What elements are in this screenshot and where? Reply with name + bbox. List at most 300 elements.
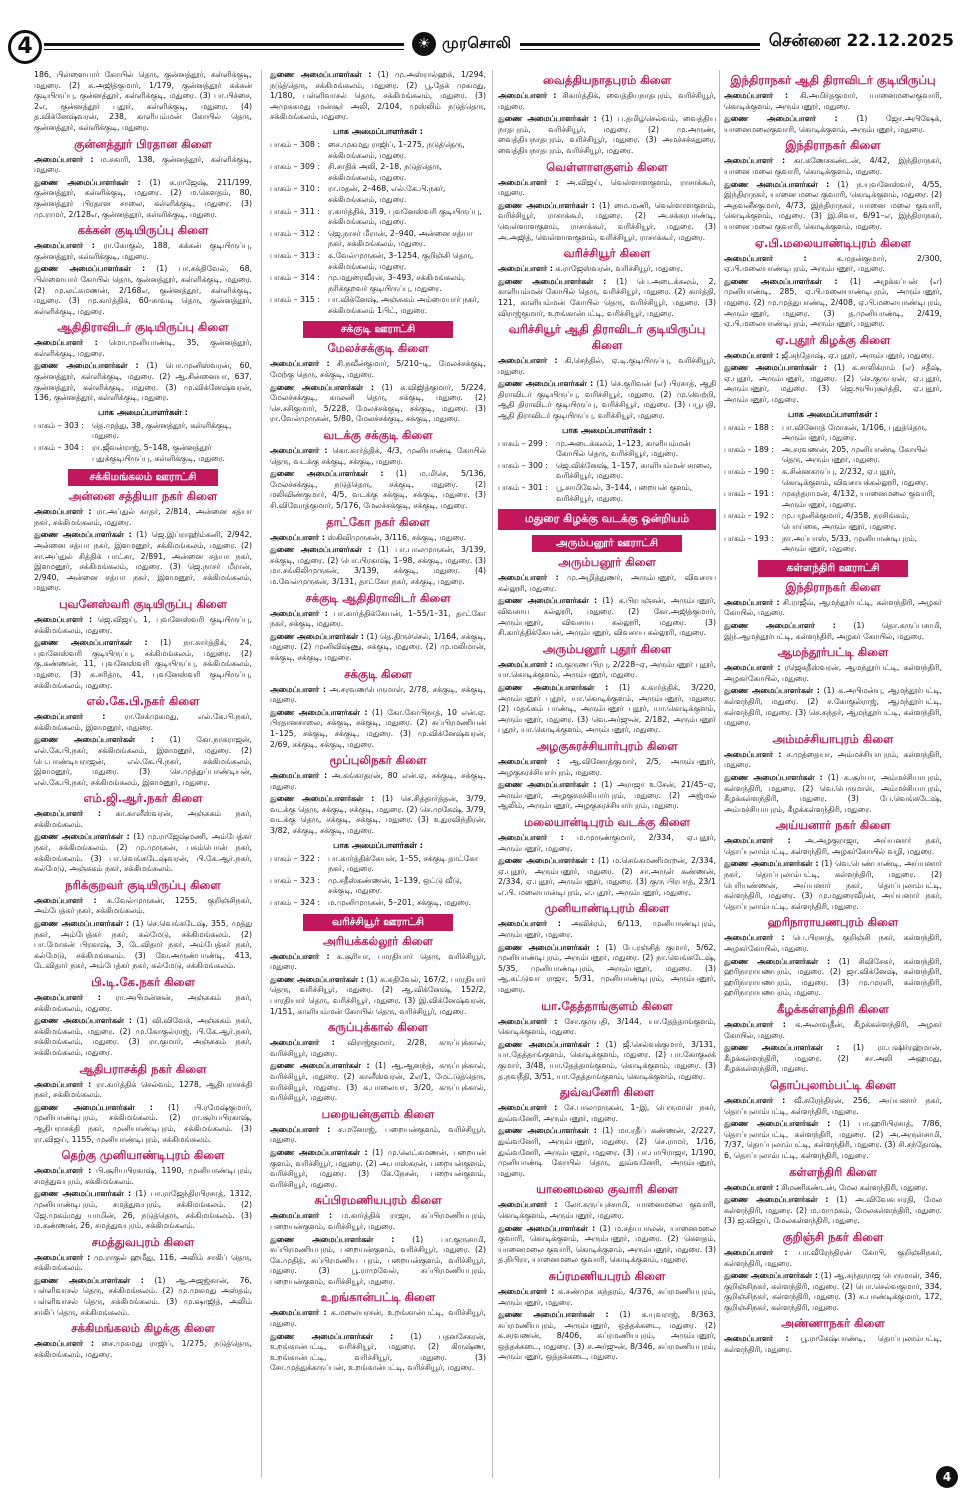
role-label: துணை அமைப்பாளர்கள் : bbox=[498, 379, 594, 389]
organiser-entry bbox=[498, 91, 716, 112]
role-label: அமைப்பாளர் : bbox=[34, 338, 98, 348]
organiser-details: சே.பாலமுருகன், 1–இ, பெருமாள் நகர், துவ்வனேரி, அரும்பனூர், மதுரை. bbox=[498, 1103, 716, 1123]
booth-number: பாகம் – 315 : bbox=[270, 295, 320, 305]
organiser-entry bbox=[34, 155, 252, 176]
sun-rising-logo-icon: ☀ bbox=[412, 32, 436, 56]
booth-address: க.வேல்முருகன், 3–1254, குறிஞ்சி தெரு, சக்கிமங்கலம், மதுரை. bbox=[328, 250, 474, 271]
column-divider bbox=[492, 70, 493, 1478]
organiser-details: கி.செந்தில், ஏ.டி.குடியிருப்பு, வரிச்சியூர், மதுரை. bbox=[498, 356, 716, 376]
organiser-entry bbox=[498, 856, 716, 898]
role-label: அமைப்பாளர் : bbox=[34, 1079, 92, 1089]
organiser-details: (1) மு.அஸ்ரால்ஹக், 1/294, நடுத்தெரு, சக்கிமங்கலம், மதுரை. (2) பூ.தேக் முகமது, 1/180, பள்ளிவாசல் தெரு, சக்கிமங்கலம், மதுரை. (3) அமுசுகமது மன்சூர் அலி, 2/104, முஸ்லிம் நடுத்தெரு, சக்கிமங்கலம், மதுரை. bbox=[270, 70, 486, 122]
role-label: துணை அமைப்பாளர்கள் : bbox=[498, 1223, 596, 1233]
role-label: துணை அமைப்பாளர்கள் : bbox=[34, 361, 139, 371]
role-label: துணை அமைப்பாளர்கள் : bbox=[34, 832, 130, 842]
role-label: அமைப்பாளர் : bbox=[270, 1038, 335, 1048]
role-label: துணை அமைப்பாளர்கள் : bbox=[498, 114, 597, 124]
organiser-entry bbox=[724, 621, 942, 642]
booth-number: பாகம் – 311 : bbox=[270, 206, 320, 216]
branch-title: ஆதிதிராவிடர் குடியிருப்பு கிளை bbox=[57, 320, 229, 335]
branch-title: ஆதிபராசக்தி நகர் கிளை bbox=[79, 1061, 207, 1076]
organiser-details: ரஜெகதீஸ்வரன், ஆமந்தூர்பட்டி, கள்ளந்திரி, அழகர்கோயில், மதுரை. bbox=[724, 663, 943, 683]
role-label: அமைப்பாளர் : bbox=[34, 1252, 91, 1262]
organiser-details: கொ.கார்த்திக், 4/3, முனியாண்டி கோயில் தெரு, வடக்கு சக்குடி, சக்குடி, மதுரை. bbox=[270, 446, 486, 466]
branch-title: குறிஞ்சி நகர் கிளை bbox=[782, 1229, 884, 1244]
role-label: அமைப்பாளர் : bbox=[724, 836, 791, 846]
role-label: துணை அமைப்பாளர்கள் : bbox=[724, 363, 827, 373]
branch-title: சுப்பிரமணியபுரம் கிளை bbox=[314, 1193, 442, 1208]
column-divider bbox=[261, 70, 262, 1478]
organiser-details: (1) ஜோ.அபிஷேக், யானைமலைகுவாரி, கொடிக்குளம், அரும்பனூர், மதுரை. bbox=[724, 114, 942, 134]
organiser-details: (1) வி.விவேக், அஞ்சுகம் நகர், சக்கிமங்கலம், மதுரை. (2) மு.கோகுல்ராஜ், பி.கே.ஆர்.நகர், சக்கிமங்கலம், மதுரை. (3) ரா.குமார், அஞ்சுகம் நகர், சக்கிமங்கலம், மதுரை. bbox=[34, 1016, 252, 1057]
role-label: அமைப்பாளர் : bbox=[270, 1124, 331, 1134]
organiser-details: ஸ்கிவிமுருகன், 3/116, சக்குடி, மதுரை. bbox=[324, 532, 467, 542]
booth-entry bbox=[724, 534, 942, 555]
organiser-details: ச.முத்தையா, அம்மச்சியாபுரம், கள்ளந்திரி, மதுரை. bbox=[724, 749, 942, 770]
organiser-details: ஜெ.விஜய், 1, புவனேஸ்வரி குடியிருப்பு, சக்கிமங்கலம், மதுரை. bbox=[34, 614, 252, 635]
organiser-details: மு.ராகுல் ஹமீது, 116, அலிம் சாகிப் தெரு, சக்கிமங்கலம். bbox=[34, 1252, 252, 1273]
role-label: அமைப்பாளர் : bbox=[270, 532, 325, 542]
organiser-details: (1) க.சூர்யா, அம்மச்சியாபுரம், கள்ளந்திரி, மதுரை. (2) வெ.பெருமாள், அம்மச்சியாபுரம், கீழக்கள்ளந்திரி, மதுரை. (3) பே.வெங்கடேஷ், அம்மச்சியாபுரம், கீழக்கள்ளந்திரி, மதுரை. bbox=[724, 772, 942, 814]
booth-number: பாகம் – 190 : bbox=[724, 467, 774, 477]
booth-entry bbox=[270, 251, 486, 272]
organiser-entry bbox=[724, 363, 942, 405]
organiser-details: கி.அமிர்தகுமார், யானைமலைகுவாரி, கொடிக்குளம், அரும்பனூர், மதுரை. bbox=[724, 91, 943, 111]
booth-number: பாகம் – 324 : bbox=[270, 898, 320, 908]
role-label: அமைப்பாளர் : bbox=[498, 573, 559, 583]
organiser-entry bbox=[724, 686, 942, 728]
organiser-entry bbox=[270, 952, 486, 973]
organiser-details: (1) க.சாலிக்ராம் (எ) சதீஷ், ஏ.புதூர், அரும்பனூர், மதுரை. (2) செ.குருபரன், ஏ.புதூர், அரும்பனூர், மதுரை. (3) ஜெ.ரூபியுசூர்த்தி, ஏ.புதூர், அரும்பனூர், மதுரை. bbox=[724, 363, 942, 405]
organiser-entry bbox=[724, 1271, 942, 1313]
organiser-entry bbox=[270, 446, 486, 467]
organiser-details: லோ.கருப்புச்சாமி, யானைமலை குவாரி, கொடிக்குளம், அரும்பனூர், மதுரை. bbox=[498, 1200, 716, 1220]
branch-title: அரும்பனூர் புதூர் கிளை bbox=[542, 641, 672, 656]
role-label: துணை அமைப்பாளர்கள் : bbox=[270, 1331, 394, 1341]
booth-address: ஜெ.விக்னேஷ், 1–157, காளியம்மன் சாலை, வரிச்சியூர், மதுரை. bbox=[556, 460, 713, 481]
organiser-entry bbox=[724, 1195, 942, 1227]
role-label: அமைப்பாளர் : bbox=[724, 749, 782, 759]
role-label: அமைப்பாளர் : bbox=[498, 264, 553, 274]
role-label: துணை அமைப்பாளர் : bbox=[724, 620, 836, 630]
organiser-details: மொ.முனியாண்டி, 35, குன்னத்தூர், கள்ளிக்குடி, மதுரை. bbox=[34, 338, 252, 358]
branch-title: யா.தேத்தாங்குளம் கிளை bbox=[541, 998, 673, 1013]
organiser-entry bbox=[270, 771, 486, 792]
organiser-details: (1) செ.குரிவன் (எ) பிரசாத், ஆதி திராவிடர் குடியிருப்பு, வரிச்சியூர், மதுரை. (2) மு.வெற்றி, ஆதி திராவிடர் குடியிருப்பு, வரிச்சியூர், மதுரை. (3) பபூபதி, ஆதி திராவிடர் குடியிருப்பு, வரிச்சியூர், மதுரை. bbox=[498, 379, 717, 421]
organiser-entry bbox=[498, 683, 716, 736]
role-label: அமைப்பாளர் : bbox=[270, 684, 327, 694]
branch-title: சக்குடி கிளை bbox=[344, 666, 412, 681]
branch-title: வைத்தியநாதபுரம் கிளை bbox=[543, 73, 671, 87]
booth-entry bbox=[34, 443, 252, 464]
branch-title: எல்.கே.பி.நகர் கிளை bbox=[86, 694, 200, 709]
booth-entry bbox=[270, 140, 486, 161]
organiser-entry bbox=[498, 833, 716, 854]
organiser-entry bbox=[724, 156, 942, 177]
column-1 bbox=[30, 70, 256, 1478]
booth-entry bbox=[270, 898, 486, 909]
organiser-details: (1) கோ.கோபிநாத், 10 என்.ஏ. பிரதானசாலை, சக்குடி, சக்குடி, மதுரை. (2) சுப்பிரமணியன் 1–125, சக்குடி, சக்குடி, மதுரை. (3) மு.விக்னேஷ்வரன், 2/69, சக்குடி, சக்குடி, மதுரை. bbox=[270, 707, 486, 749]
branch-title: இந்திராநகர் கிளை bbox=[785, 138, 881, 153]
branch-title: ஹரிநாராயணபுரம் கிளை bbox=[767, 915, 899, 930]
organiser-entry bbox=[34, 1276, 252, 1318]
branch-title: தொப்புலாம்பட்டி கிளை bbox=[770, 1077, 896, 1092]
role-label: துணை அமைப்பாளர்கள் : bbox=[34, 735, 154, 745]
role-label: அமைப்பாளர் : bbox=[34, 614, 93, 624]
organiser-details: க.மலையரசன், உறங்கான்பட்டி, வரிச்சியூர், மதுரை. bbox=[270, 1308, 486, 1329]
branch-title: யானைமலை குவாரி கிளை bbox=[536, 1182, 678, 1197]
booth-entry bbox=[270, 229, 486, 250]
organiser-details: (1) தெ.திருச்செல், 1/164, சக்குடி, மதுரை. (2) முனிவிஷ்ணு, சக்குடி, மதுரை. (2) மு.மலிமான், சக்குடி, சக்குடி, மதுரை. bbox=[270, 631, 487, 662]
booth-entry bbox=[270, 273, 486, 294]
organiser-entry bbox=[498, 660, 716, 681]
organiser-details: (1) அ.விவேகபாரதி, மேல கள்ளந்திரி, மதுரை. (2) ம.மாமுகம், மேலகள்ளந்திரி, மதுரை. (3) ஜ.விஜய், மேலகள்ளந்திரி, மதுரை. bbox=[724, 1195, 943, 1226]
booth-entry bbox=[724, 423, 942, 444]
organiser-details: வீ.சுரேந்திரன், 256, அய்யனார் நகர், தொப்புலாம்பட்டி, கள்ளந்திரி, மதுரை. bbox=[724, 1095, 943, 1116]
booth-number: பாகம் – 188 : bbox=[724, 422, 774, 432]
role-label: அமைப்பாளர் : bbox=[34, 241, 95, 251]
organiser-entry bbox=[34, 70, 252, 134]
role-label: அமைப்பாளர் : bbox=[498, 832, 564, 842]
organiser-details: (1) ம.சத்யபாலன், யானைமலை குவாரி, கொடிக்குளம், அரும்பனூர், மதுரை. (2) கௌதம், யானைமலை குவாரி, கொடிக்குளம், அரும்பனூர், மதுரை. (3) த.நிபிரா, யானைமலை குவாரி, கொடிக்குளம், மதுரை. bbox=[498, 1223, 716, 1265]
organiser-details: ஜீ.சந்தோஷ், ஏ.புதூர், அரும்பனூர், மதுரை. bbox=[778, 350, 935, 360]
booth-number: பாகம் – 191 : bbox=[724, 489, 774, 499]
organiser-entry bbox=[270, 1332, 486, 1374]
organiser-details: ம.சகாரி, 138, குன்னத்தூர், கள்ளிக்குடி, மதுரை. bbox=[34, 154, 253, 175]
organiser-details: (1) ப.தமிழ்செல்வம், வைத்திய நாதபுரம், வரிச்சியூர், மதுரை. (2) மு.அருண், வைத்தியநாதபுரம், வரிச்சியூர், மதுரை. (3) அமச்சச்சுதுரை, வைத்தியநாதபுரம், வரிச்சியூர், மதுரை. bbox=[498, 114, 716, 155]
organiser-details: (1) க.அபிமன்யு, ஆமந்தூர்பட்டி, கள்ளந்திரி, மதுரை. (2) ச.கோகுல்ராஜ், ஆமந்தூர்பட்டி, கள்ளந்திரி, மதுரை. (3) செ.சுந்தர், ஆமந்தூர்பட்டி, கள்ளந்திரி, மதுரை. bbox=[724, 686, 942, 728]
booth-address: பா.வினோத் மோகன், 1/106, புதுத்தெரு, அரும்பனூர், மதுரை. bbox=[782, 422, 928, 443]
role-label: அமைப்பாளர் : bbox=[724, 350, 779, 360]
booth-address: ரா.மதன், 2–468, எல்.கே.பி.நகர், சக்கிமங்கலம், மதுரை. bbox=[328, 184, 446, 204]
branch-title: சக்கிமங்கலம் கிழக்கு கிளை bbox=[71, 1321, 215, 1336]
organiser-details: (1) பா.சக்திவேல், 68, பிள்ளையார் கோயில் தெரு, குன்னத்தூர், கள்ளிக்குடி, மதுரை. (2) மு.லட்சுமணன், 2/168எ, குன்னத்தூர், கள்ளிக்குடி, மதுரை. (3) மு.கார்த்திக், 60-சாவடி தெரு, குன்னத்தூர், கள்ளிக்குடி, மதுரை. bbox=[34, 264, 253, 316]
organiser-details: (1) சிவிசேகர், கள்ளந்திரி, ஹரிநாராயணபுரம், மதுரை. (2) ஜா.விக்னேஷ், கள்ளந்திரி, ஹரிநாராயணபுரம், மதுரை. (3) மு.முரளி, கள்ளந்திரி, ஹரிநாராயணபுரம், மதுரை. bbox=[724, 956, 943, 998]
organiser-entry bbox=[724, 91, 942, 112]
branch-title: இந்திராநகர் ஆதி திராவிடர் குடியிருப்பு bbox=[730, 73, 936, 87]
branch-title: இந்திராநகர் கிளை bbox=[785, 579, 881, 594]
booth-entry bbox=[724, 511, 942, 532]
organiser-details: (1) அராஜா உசேன், 21/45–ஏ, அரும்பனூர், அழகுசுரச்சியார்புரம், மதுரை. (2) அஜ்மல் ஆலிம், அரும்பனூர், அழகுசுரச்சியார்புரம், மதுரை. bbox=[498, 780, 717, 811]
organiser-entry bbox=[270, 1061, 486, 1103]
branch-title: அரும்பனூர் கிளை bbox=[558, 555, 656, 570]
branch-title: துவ்வனேரி கிளை bbox=[559, 1085, 655, 1100]
city-date bbox=[769, 31, 954, 53]
role-label: அமைப்பாளர் : bbox=[270, 608, 328, 618]
organiser-details: பூ.ராகேஷ்பாண்டி, தொப்புலாம்பட்டி, கள்ளந்திரி, மதுரை. bbox=[724, 1334, 942, 1355]
organiser-entry bbox=[724, 1020, 942, 1041]
organiser-entry bbox=[724, 1248, 942, 1269]
role-label: துணை அமைப்பாளர்கள் : bbox=[270, 469, 384, 479]
booth-number: பாகம் – 310 : bbox=[270, 184, 320, 194]
booth-address: ஜெ.நாசர் மீரான், 2–940, அன்னை சத்யா நகர், சக்கிமங்கலம், மதுரை. bbox=[328, 228, 473, 249]
organiser-entry bbox=[724, 1183, 942, 1194]
booth-address: பா.கார்த்திக்கேயன், 1–55, சக்குடி தாட்கோ நகர், மதுரை. bbox=[328, 853, 479, 874]
footer-page-number: 4 bbox=[936, 1466, 958, 1488]
role-label: அமைப்பாளர் : bbox=[724, 1182, 779, 1192]
booth-entry bbox=[270, 162, 486, 183]
role-label: அமைப்பாளர் : bbox=[724, 1095, 786, 1105]
role-label: துணை அமைப்பாளர்கள் : bbox=[270, 382, 375, 392]
column-4 bbox=[720, 70, 946, 1478]
organiser-details: (1) பா.ஹரிபிரசாத், 7/86, தொப்புலாம்பட்டி, கள்ளந்திரி, மதுரை. (2) அ.அருள்சாமி, 7/37, தொப்புலாம்பட்டி, கள்ளந்திரி, மதுரை. (3) சி.சந்தோஷ், 6, தொப்புலாம்பட்டி, கள்ளந்திரி, மதுரை. bbox=[724, 1119, 943, 1160]
branch-title: கீழக்கள்ளந்திரி கிளை bbox=[777, 1002, 889, 1016]
organiser-entry bbox=[498, 1017, 716, 1038]
organiser-details: (1) ம.செங்கமணிமாறன், 2/334, ஏ.புதூர், அரும்பனூர், மதுரை. (2) சா.அருள் கண்ணன், 2/334, ஏ.புதூர், அரும்பனூர், மதுரை. (3) குரு பிரபாத், 23/1 எ.பி. மலையான்டிபுரம், எ.புதூர், அரும்பனூர், மதுரை. bbox=[498, 856, 716, 897]
booth-entry bbox=[498, 439, 716, 460]
organiser-details: (1) க.விஜித்குமார், 5/224, மேலச்சக்குடி, காலனி தெரு, சக்குடி, மதுரை. (2) செ.சசிகுமார், 5/228, மேலச்சக்குடி, சக்குடி, மதுரை. (3) ரா.வேல்முருகன், 5/80, மேலச்சக்குடி, சக்குடி, மதுரை. bbox=[270, 382, 486, 424]
booth-number: பாகம் – 304 : bbox=[34, 443, 84, 453]
organiser-entry bbox=[34, 896, 252, 917]
organiser-details: (1) செ.சித்தார்த்தன், 3/79, வடக்கு தெரு, சக்குடி, சக்குடி, மதுரை. (2) செ.முகேஷ், 3/79, வடக்கு தெரு, சக்குடி, சக்குடி, மதுரை. (3) உதுரவிந்திரன், 3/82, சக்குடி, சக்குடி, மதுரை. bbox=[270, 794, 486, 836]
role-label: துணை அமைப்பாளர்கள் : bbox=[34, 530, 132, 540]
booth-address: சை.முகமது ராஜிப், 1–275, நடுத்தெரு, சக்கிமங்கலம், மதுரை. bbox=[328, 139, 465, 160]
branch-title: கள்ளந்திரி கிளை bbox=[789, 1164, 877, 1179]
booth-entry bbox=[724, 445, 942, 466]
booth-address: நா.அப்பாஸ், 5/33, முனியாண்டிபுரம், அரும்பனூர், மதுரை. bbox=[782, 533, 918, 554]
panchayat-banner: வரிச்சியூர் ஊராட்சி bbox=[303, 914, 453, 931]
booth-number: பாகம் – 300 : bbox=[498, 460, 548, 470]
organiser-entry bbox=[270, 794, 486, 836]
organiser-entry bbox=[34, 919, 252, 972]
organiser-details: ரா.சேக்முகமது, எல்.கே.பி.நகர், சக்கிமங்கலம், இளமனூர், மதுரை. bbox=[34, 712, 252, 732]
booth-entry bbox=[498, 461, 716, 482]
organiser-entry bbox=[270, 545, 486, 587]
organiser-entry bbox=[724, 277, 942, 330]
organiser-entry bbox=[498, 356, 716, 377]
booth-address: ர.கார்த்திக், 319, புவனேஸ்வரி குடியிருப்பு, சக்கிமங்கலம், மதுரை. bbox=[328, 206, 482, 227]
role-label: அமைப்பாளர் : bbox=[270, 771, 328, 781]
organiser-details: (1) ந.யுவனேஸ்வர், 4/55, இந்திராநகர், யானை மலை குவாரி, கொடிக்குளம், மதுரை. (2) அதவனீசகுமார், 4/73, இந்திராநகர், யானை மலை குவாரி, கொடிக்குளம், மதுரை. (3) இ.சிவா, 6/91–எ, இந்திராநகர், யானை மலை குவாரி, கொடிக்குளம், மதுரை. bbox=[724, 179, 942, 231]
role-label: அமைப்பாளர் : bbox=[498, 659, 553, 669]
organiser-entry bbox=[34, 1080, 252, 1101]
branch-title: நரிக்குறவர் குடியிருப்பு கிளை bbox=[65, 877, 221, 892]
organiser-entry bbox=[270, 1125, 486, 1146]
organiser-details: ரா.கார்த்திக் செல்வம், 1278, ஆதிபராசக்தி நகர், சக்கிமங்கலம். bbox=[34, 1079, 253, 1100]
role-label: துணை அமைப்பாளர்கள் : bbox=[724, 1043, 840, 1053]
branch-title: அண்ணாநகர் கிளை bbox=[781, 1316, 885, 1331]
booth-number: பாகம் – 314 : bbox=[270, 273, 320, 283]
organiser-details: க.சூரியா, பாரதியார் தெரு, வரிச்சியூர், மதுரை. bbox=[270, 951, 487, 972]
booth-number: பாகம் – 193 : bbox=[724, 533, 774, 543]
role-label: அமைப்பாளர் : bbox=[34, 154, 94, 164]
organiser-details: க.சண்முக சுந்தரம், 4/376, சுப்ரமணியபுரம், அரும்பனூர், மதுரை. bbox=[498, 1286, 716, 1307]
organiser-entry bbox=[724, 750, 942, 771]
organiser-details: (1) ம.மிசெ, 5/136, மேலச்சக்குடி, நடுத்தெரு, சக்குடி, மதுரை. (2) மலிவிண்குமார், 4/5, வடக்கு சக்குடி, சக்குடி, மதுரை. (3) சி.விவோத்குமார், 5/176, மேலச்சக்குடி, சக்குடி, மதுரை. bbox=[270, 469, 486, 510]
organiser-details: (1) பெ.அடைக்கலம், 2, காளியம்மன் கோயில் தெரு, வரிச்சியூர், மதுரை. (2) கார்த்தி, 121, காளியம்மன் கோயில் தெரு, வரிச்சியூர், மதுரை. (3) விராஜ்குமார், உறங்கான்பட்டி, வரிச்சியூர், மதுரை. bbox=[498, 276, 717, 318]
role-label: அமைப்பாளர் : bbox=[34, 993, 101, 1002]
organiser-entry bbox=[498, 780, 716, 812]
organiser-entry bbox=[498, 1040, 716, 1082]
role-label: துணை அமைப்பாளர்கள் : bbox=[270, 631, 364, 641]
role-label: துணை அமைப்பாளர்கள் : bbox=[724, 1119, 831, 1129]
role-label: துணை அமைப்பாளர்கள் : bbox=[724, 859, 819, 869]
booth-address: மு.மதுரைவீரன், 3–493, சக்கிமங்கலம், நரிக்குறவர் குடியிருப்பு, மதுரை. bbox=[328, 273, 466, 293]
organiser-details: (1) க.கார்த்திக், 3/220, அரும்பனூர் புதூர், யா.கொடிக்குளம், அரும்பனூர், மதுரை. (2) மதங்கம் பாண்டி, அரும்பனூர் புதூர், யா.கொடிக்குளம், அரும்பனூர், மதுரை. (3) வெ.அர்ஜுன், 2/182, அரும்பனூர் புதூர், யா.கொடிக்குளம், அரும்பனூர், மதுரை. bbox=[498, 682, 717, 735]
role-label: துணை அமைப்பாளர்கள் : bbox=[34, 264, 146, 274]
role-label: துணை அமைப்பாளர்கள் : bbox=[724, 772, 823, 782]
branch-title: வரிச்சியூர் கிளை bbox=[563, 246, 651, 261]
organiser-entry bbox=[270, 975, 486, 1017]
organiser-entry bbox=[270, 359, 486, 380]
role-label: துணை அமைப்பாளர்கள் : bbox=[270, 1234, 395, 1244]
role-label: துணை அமைப்பாளர்கள் : bbox=[34, 919, 130, 929]
branch-title: அழகுசுரச்சியார்புரம் கிளை bbox=[536, 738, 678, 753]
organiser-entry bbox=[498, 277, 716, 319]
branch-title: வெள்ளாளகுளம் கிளை bbox=[546, 159, 668, 174]
branch-title: மேலச்சக்குடி கிளை bbox=[327, 341, 429, 356]
organiser-entry bbox=[34, 361, 252, 403]
organiser-entry bbox=[34, 638, 252, 691]
organiser-entry bbox=[34, 832, 252, 874]
organiser-entry bbox=[34, 1016, 252, 1058]
role-label: அமைப்பாளர் : bbox=[270, 1308, 327, 1318]
organiser-entry bbox=[270, 533, 486, 544]
role-label: துணை அமைப்பாளர்கள் : bbox=[498, 276, 607, 286]
organiser-details: சி.நவீன்குமார், 5/210–டி, மேலச்சக்குடி, மேற்கு தெரு, சக்குடி, மதுரை. bbox=[270, 359, 487, 380]
role-label: துணை அமைப்பாளர்கள் : bbox=[724, 686, 820, 696]
organiser-details: சோ.குருபதி, 3/144, யா.தேத்தாங்குளம், கொடிக்குளம், மதுரை. bbox=[498, 1016, 716, 1037]
booth-organisers-heading: பாக அமைப்பாளர்கள் : bbox=[333, 839, 423, 850]
role-label: அமைப்பாளர் : bbox=[724, 91, 789, 100]
organiser-entry bbox=[724, 957, 942, 999]
role-label: அமைப்பாளர் : bbox=[724, 597, 780, 607]
branch-title: அய்யனார் நகர் கிளை bbox=[775, 818, 891, 833]
organiser-entry bbox=[498, 201, 716, 243]
organiser-entry bbox=[724, 1043, 942, 1075]
organiser-entry bbox=[270, 383, 486, 425]
organiser-entry bbox=[724, 1096, 942, 1117]
organiser-details: ரா.கோகுல், 188, கக்கன் குடியிருப்பு, குன்னத்தூர், கள்ளிக்குடி, மதுரை. bbox=[34, 241, 252, 261]
organiser-entry bbox=[498, 264, 716, 275]
role-label: துணை அமைப்பாளர்கள் : bbox=[34, 638, 148, 648]
booth-number: பாகம் – 323 : bbox=[270, 875, 320, 885]
organiser-details: க.வேல்முருகன், 1255, குறிஞ்சிநகர், அம்பேத்கர் நகர், சக்கிமங்கலம். bbox=[34, 895, 253, 916]
organiser-entry bbox=[724, 836, 942, 857]
organiser-details: (1) அழக்கப்பன் (எ) முனியாண்டி, 285, ஏ.பி.மலையாண்டிபுரம், அரும்பனூர், மதுரை. (2) மு.முத்துபாண்டி, 2/408, ஏ.பி.மலையாண்டிபுரம், அரும்பனூர், மதுரை. (3) த.முனியாண்டி, 2/419, ஏ.பி.மலையாண்டிபுரம், அரும்பனூர், மதுரை. bbox=[724, 276, 942, 329]
role-label: துணை அமைப்பாளர்கள் : bbox=[498, 1039, 600, 1049]
role-label: அமைப்பாளர் : bbox=[34, 809, 101, 819]
organiser-details: (1) க.யுவராஜ், 8/363, சுப்ரமணியபுரம், அரும்பனூர், ஒத்தக்கடை, மதுரை. (2) க.சரவணன், 8/406, சுப்ரமணியபுரம், அரும்பனூர், ஒத்தக்கடை, மதுரை. (3) ச.அர்ஜுன், 8/346, சுப்ரமணியபுரம், அரும்பனூர், ஒத்தக்கடை, மதுரை. bbox=[498, 1310, 717, 1362]
organiser-entry bbox=[498, 943, 716, 996]
booth-address: அ.சரவணன், 205, முனியாண்டி கோயில் தெரு, அரும்பனூர், மதுரை. bbox=[782, 444, 928, 465]
panchayat-banner: கள்ளந்திரி ஊராட்சி bbox=[758, 560, 908, 577]
branch-title: ஏ.பி.மலையாண்டிபுரம் கிளை bbox=[755, 235, 911, 250]
organiser-details: ச.மனோஜ், பறையன்குளம், வரிச்சியூர், மதுரை. bbox=[270, 1124, 487, 1145]
masthead-rule-right bbox=[520, 43, 760, 46]
role-label: அமைப்பாளர் : bbox=[498, 177, 559, 187]
organiser-entry bbox=[34, 338, 252, 359]
organiser-details: (1) பா.பாலமுருகன், 3/139, சக்குடி, மதுரை. (2) பொ.பிரகாஷ், 1–98, சக்குடி, மதுரை. (3) மா.சங்கிலிமுருகன், 3/139, சக்குடி, மதுரை. (4) ம.வேல்முருகன், 3/131, தாட்கோ நகர், சக்குடி, மதுரை. bbox=[270, 545, 486, 586]
role-label: துணை அமைப்பாளர்கள் : bbox=[34, 1189, 132, 1199]
organiser-details: (1) பா.ராஜேந்திரபிரசாத், 1312, முனியாண்டிபுரம், சமத்துவபுரம், சக்கிமங்கலம். (2) ஜே.முகம்மது யாமின், 26, நடுத்தெரு, சக்கிமங்கலம். (3) ம.கண்ணன், 26, சமத்துவபுரம், சக்கிமங்கலம். bbox=[34, 1189, 252, 1231]
organiser-details: (1) பா.குருசாமி, சுப்பிரமணியபுரம், பறையன்குளம், வரிச்சியூர், மதுரை. (2) கே.முதித், சுப்பிரமணிய புரம், பறையன்குளம், வரிச்சியூர், மதுரை. (3) பூ.ராமுவேல், சுப்பிரமணியபுரம், பறையன்குளம், வரிச்சியூர், மதுரை. bbox=[270, 1234, 486, 1286]
organiser-details: கா.கணேசகண்டன், 4/42, இந்திராநகர், யானை மலை குவாரி, கொடிக்குளம், மதுரை. bbox=[724, 156, 942, 176]
paper-name: முரசொலி bbox=[442, 34, 512, 52]
organiser-details: ரா.அபிமன்னன், அஞ்சுகம் நகர், சக்கிமங்கலம், மதுரை. bbox=[34, 993, 253, 1013]
organiser-entry bbox=[270, 70, 486, 123]
organiser-details: (1) பொ.முனிஸ்வரன், 60, குன்னத்தூர், கள்ளிக்குடி, மதுரை. (2) ஆ.சின்னையா, 637, குன்னத்தூர், கள்ளிக்குடி, மதுரை. (3) மு.விக்னேஷ்வரன், 136, குன்னத்தூர், கள்ளிக்குடி, மதுரை. bbox=[34, 361, 252, 403]
booth-organisers-heading: பாக அமைப்பாளர்கள் : bbox=[562, 424, 652, 435]
booth-number: பாகம் – 299 : bbox=[498, 438, 548, 448]
booth-number: பாகம் – 312 : bbox=[270, 228, 320, 238]
organiser-entry bbox=[270, 685, 486, 706]
organiser-entry bbox=[724, 663, 942, 684]
branch-title: புவனேஸ்வரி குடியிருப்பு கிளை bbox=[58, 596, 228, 611]
role-label: துணை அமைப்பாளர் : bbox=[724, 114, 838, 124]
organiser-entry bbox=[724, 114, 942, 135]
organiser-entry bbox=[34, 1103, 252, 1145]
branch-title: எம்.ஜி.ஆர்.நகர் கிளை bbox=[83, 791, 203, 806]
organiser-entry bbox=[270, 632, 486, 664]
organiser-entry bbox=[498, 114, 716, 156]
role-label: அமைப்பாளர் : bbox=[270, 1211, 333, 1221]
organiser-entry bbox=[34, 809, 252, 830]
organiser-details: (1) பதனசேகரன், உறங்கான்பட்டி, வரிச்சியூர், மதுரை. (2) கிருஷ்ண, உறங்கான்பட்டி, வரிச்சியூர், மதுரை. (3) சோ.முத்துக்கருப்பன், உறங்கான்பட்டி, வரிச்சியூர், மதுரை. bbox=[270, 1331, 486, 1373]
role-label: துணை அமைப்பாளர்கள் : bbox=[724, 179, 830, 189]
branch-title: அரியக்கல்லூர் கிளை bbox=[323, 933, 433, 948]
booth-entry bbox=[270, 295, 486, 316]
organiser-details: (1) மு.லெட்சுமணன், பறையன் குளம், வரிச்சியூர், மதுரை. (2) அ.பாஸ்கரன், பறையன்குளம், வரிச்சியூர், மதுரை. (3) கே.நேசன், பறையன்குளம், வரிச்சியூர், மதுரை. bbox=[270, 1147, 486, 1189]
role-label: துணை அமைப்பாளர்கள் : bbox=[498, 1310, 609, 1320]
role-label: துணை அமைப்பாளர்கள் : bbox=[724, 1271, 819, 1281]
role-label: துணை அமைப்பாளர்கள் : bbox=[270, 974, 364, 984]
organiser-entry bbox=[724, 180, 942, 233]
organiser-details: மு.அழித்துணர், அரும்பனூர், விவசாய கல்லூரி, மதுரை. bbox=[498, 573, 716, 593]
organiser-entry bbox=[34, 1166, 252, 1187]
organiser-details: ரா.அப்துல் காதர், 2/814, அன்னை சத்யா நகர், சக்கிமங்கலம், மதுரை. bbox=[34, 507, 252, 527]
role-label: துணை அமைப்பாளர்கள் : bbox=[498, 200, 595, 210]
organiser-entry bbox=[34, 735, 252, 788]
booth-organisers-heading: பாக அமைப்பாளர்கள் : bbox=[98, 406, 188, 417]
organiser-entry bbox=[724, 859, 942, 912]
organiser-entry bbox=[270, 609, 486, 630]
booth-number: பாகம் – 303 : bbox=[34, 420, 84, 430]
booth-number: பாகம் – 189 : bbox=[724, 444, 774, 454]
branch-title: பறையன்குளம் கிளை bbox=[321, 1106, 435, 1121]
organiser-entry bbox=[724, 351, 942, 362]
role-label: துணை அமைப்பாளர்கள் : bbox=[270, 707, 368, 717]
masthead bbox=[0, 0, 972, 66]
branch-title: முனியாண்டிபுரம் கிளை bbox=[544, 901, 670, 916]
booth-address: ம.முனிமுருகன், 5–201, சக்குடி, மதுரை. bbox=[328, 898, 472, 908]
booth-address: முகந்தராமன், 4/132, யானைமலை குவாரி, அரும்பனூர், மதுரை. bbox=[782, 489, 935, 509]
column-3 bbox=[494, 70, 720, 1478]
role-label: அமைப்பாளர் : bbox=[34, 1339, 94, 1349]
organiser-entry bbox=[270, 1235, 486, 1288]
branch-title: குன்னத்தூர் பிரதான கிளை bbox=[74, 136, 212, 151]
organiser-entry bbox=[34, 1339, 252, 1360]
booth-address: பூ.சாமிவேல், 3–144, பறையன் குளம், வரிச்சியூர், மதுரை. bbox=[556, 483, 693, 503]
organiser-entry bbox=[270, 469, 486, 511]
organiser-entry bbox=[270, 1211, 486, 1232]
masthead-rule-left bbox=[44, 43, 404, 46]
panchayat-banner: சக்குடி ஊராட்சி bbox=[303, 321, 453, 338]
organiser-details: (1) க.பிரபஞ்சன், அரும்பனூர், விவசாய கல்லூரி, மதுரை. (2) கோ.அஜித்குமார், அரும்பனூர், விவசாய கல்லூரி, மதுரை. (3) சி.கார்த்திக்கேயன், அரும்பனூர், விவசாய கல்லூரி, மதுரை. bbox=[498, 596, 716, 638]
organiser-details: பி.சூரியபிரகாஷ், 1190, முனியாண்டிபுரம், சமத்துவபுரம், சக்கிமங்கலம். bbox=[34, 1166, 253, 1186]
role-label: அமைப்பாளர் : bbox=[724, 156, 786, 166]
organiser-details: (1) ஆ.ஆனந்த், கருப்புக்கால், வரிச்சியூர், மதுரை. (2) காளீஸ்வரன், 2எ/1, மேட்டுத்தெரு, வரிச்சியூர், மதுரை. (3) க.பாலையா, 3/20, கருப்புக்கால், வரிச்சியூர், மதுரை. bbox=[270, 1061, 486, 1103]
organiser-details: (1) ரா.பஷிர்ரஹ்மான், கீழக்கள்ளந்திரி, மதுரை. (2) சா.அலி அஹமது, கீழக்கள்ளந்திரி, மதுரை. bbox=[724, 1043, 943, 1074]
branch-title: அம்மச்சியாபுரம் கிளை bbox=[772, 731, 894, 746]
organiser-entry bbox=[270, 1038, 486, 1059]
role-label: அமைப்பாளர் : bbox=[724, 663, 781, 673]
role-label: துணை அமைப்பாளர்கள் : bbox=[498, 856, 595, 866]
role-label: துணை அமைப்பாளர்கள் : bbox=[34, 1275, 144, 1285]
booth-entry bbox=[270, 876, 486, 897]
issue-date: 22.12.2025 bbox=[846, 31, 954, 51]
booth-address: சி.சாதிக் அலி, 2–18, நடுத்தெரு, சக்கிமங்கலம், மதுரை. bbox=[328, 162, 443, 182]
